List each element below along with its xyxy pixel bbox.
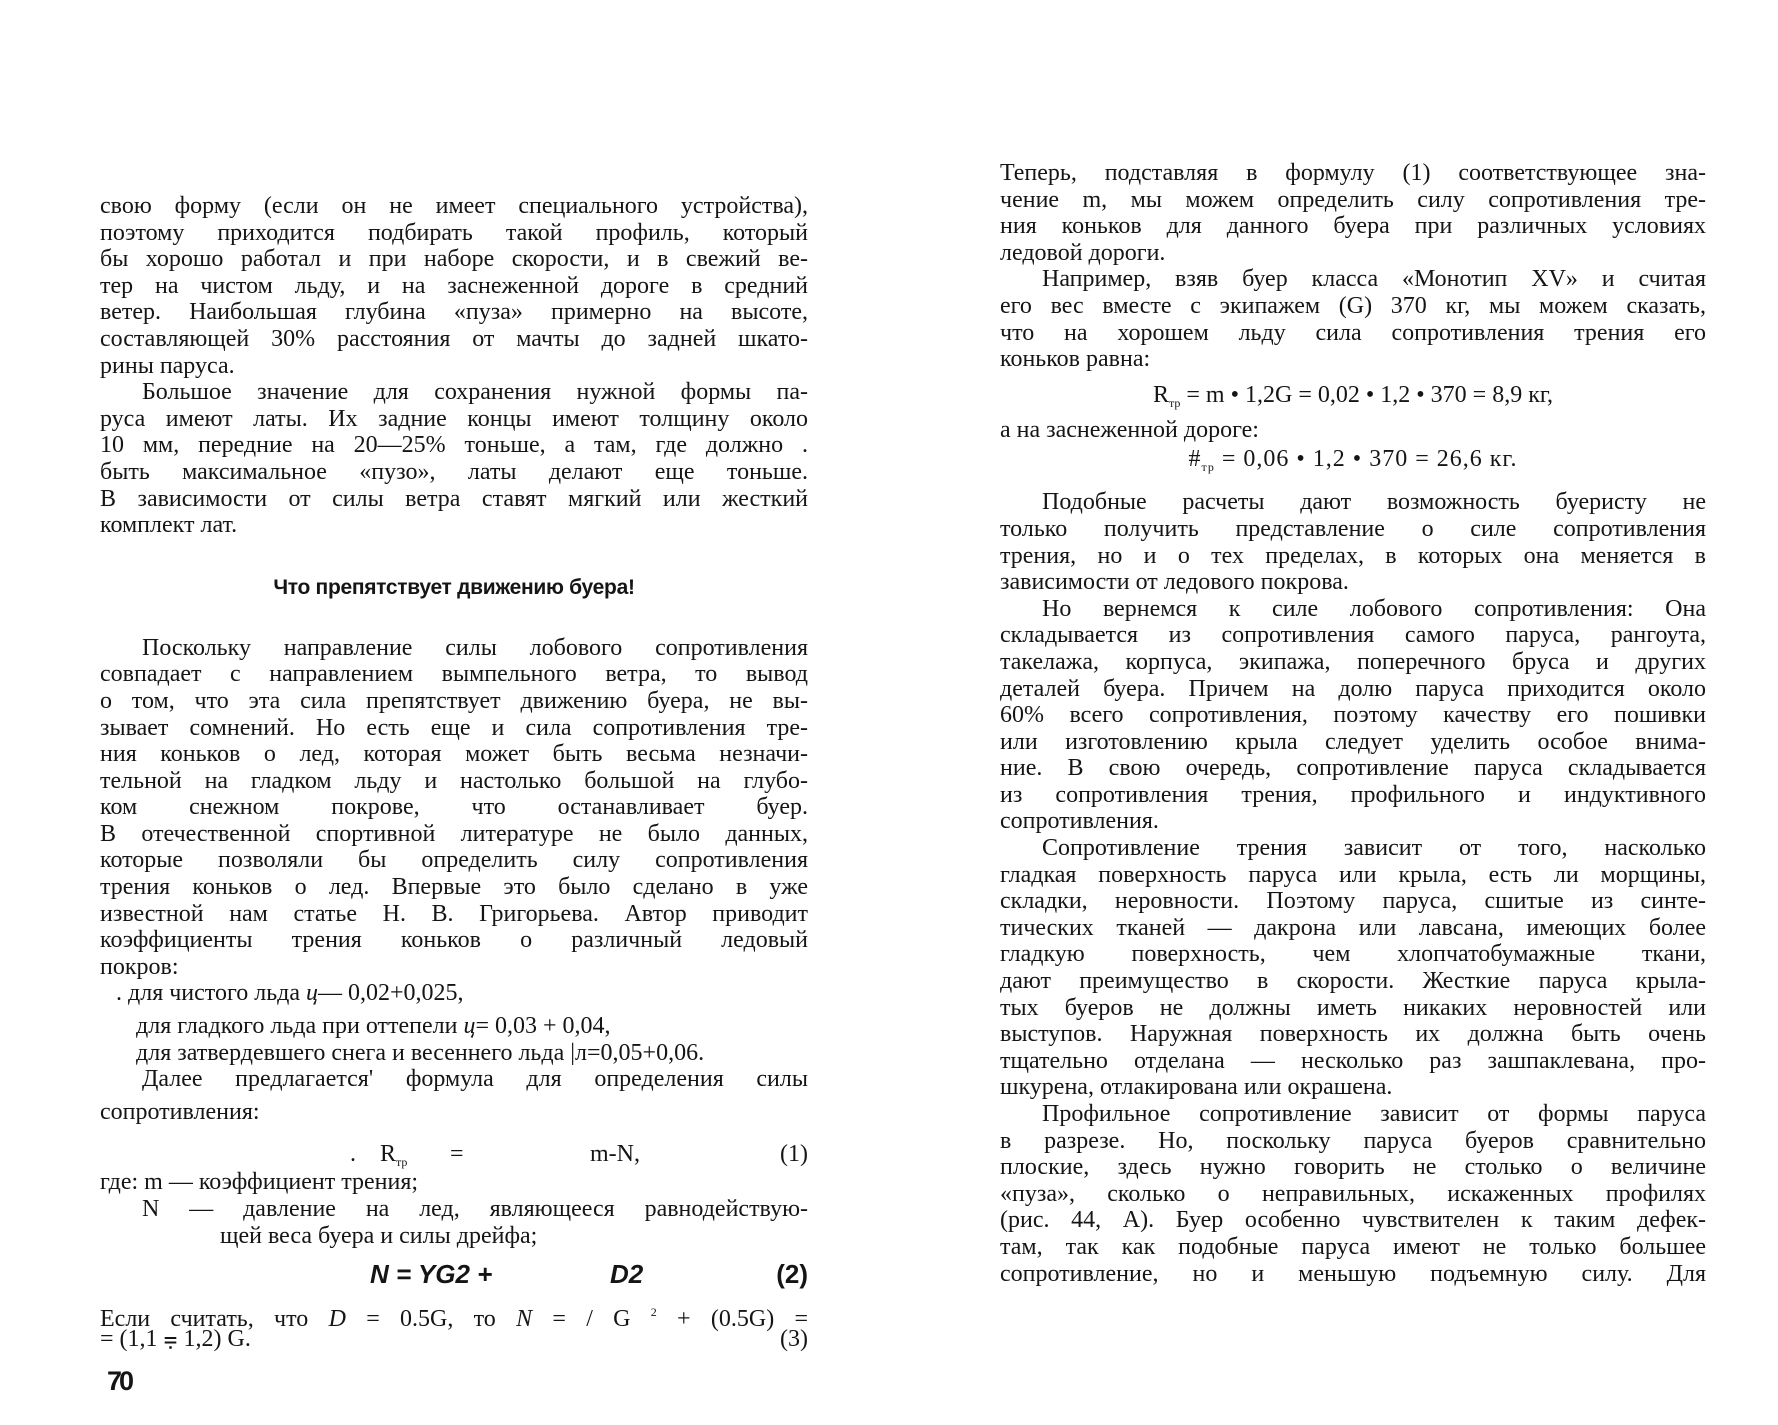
formula-part: D2 (610, 1259, 644, 1290)
text-line: зывает сомнений. Но есть еще и сила сопротивления тре- (100, 714, 808, 741)
text-line: быть максимальное «пузо», латы делают еще тоньше. (100, 458, 808, 485)
text-line: Далее предлагается' формула для определения силы (142, 1066, 808, 1093)
text-line: складки, неровности. Поэтому паруса, сшитые из синте- (1000, 888, 1706, 915)
paragraph-calculations (1000, 489, 1706, 595)
formula-number: (2) (776, 1259, 808, 1290)
formula-part: N = YG2 + (370, 1259, 493, 1290)
coefficient-symbol: ц (306, 980, 318, 1007)
paragraph-example (1000, 266, 1706, 372)
text-line: Поскольку направление силы лобового сопротивления (142, 634, 808, 661)
coefficient-value: — 0,02+0,025, (318, 980, 464, 1007)
text-fragment: = 0.5G, то (345, 1306, 517, 1333)
formula-number: (3) (780, 1325, 808, 1352)
text-line: деталей буера. Причем на долю паруса приходится около (1000, 675, 1706, 702)
text-line: гладкую поверхность, чем хлопчатобумажные ткани, (1000, 941, 1706, 968)
coefficient-value: =0,05+0,06. (587, 1039, 705, 1066)
right-page-column (1000, 160, 1706, 1287)
text-line: совпадает с направлением вымпельного ветра, то вывод (100, 661, 808, 688)
paragraph-friction (100, 635, 808, 981)
coefficient-list (100, 980, 808, 1066)
formula-rhs: = (1,1 ⩦ 1,2) G. (100, 1325, 251, 1352)
text-line: шкурена, отлакирована или окрашена. (1000, 1074, 1393, 1101)
paragraph-friction-drag (1000, 835, 1706, 1101)
text-line: 60% всего сопротивления, поэтому качеству его пошивки (1000, 702, 1706, 729)
formula-superscript: 2 (650, 1305, 657, 1320)
coefficient-label: для гладкого льда при оттепели (136, 1013, 464, 1040)
text-line: трения, но и о тех пределах, в которых она меняется в (1000, 542, 1706, 569)
text-line: из сопротивления трения, профильного и индуктивного (1000, 781, 1706, 808)
formula-2 (100, 1255, 808, 1293)
text-line: Но вернемся к силе лобового сопротивления: Она (1042, 595, 1706, 622)
formula-number: (1) (780, 1141, 808, 1168)
text-line: «пуза», сколько о неправильных, искаженных профилях (1000, 1180, 1706, 1207)
text-line: покров: (100, 953, 179, 980)
left-page-column (100, 193, 808, 1352)
text-line: в разрезе. Но, поскольку паруса буеров сравнительно (1000, 1127, 1706, 1154)
text-line: которые позволяли бы определить силу сопротивления (100, 847, 808, 874)
formula-symbol: N (516, 1306, 533, 1333)
coefficient-label: для затвердевшего снега и весеннего льда (136, 1039, 571, 1066)
coefficient-item (100, 1040, 808, 1067)
text-line: В отечественной спортивной литературе не было данных, (100, 820, 808, 847)
coefficient-item (100, 1013, 808, 1040)
text-line: чение m, мы можем определить силу сопротивления тре- (1000, 186, 1706, 213)
text-line: В зависимости от силы ветра ставят мягкий или жесткий (100, 485, 808, 512)
text-line (100, 1299, 808, 1333)
text-fragment: + (0.5G) = (656, 1306, 808, 1333)
formula-legend (100, 1169, 808, 1249)
text-line: тых буеров не должны иметь никаких неровностей или (1000, 994, 1706, 1021)
formula-subscript: тр (1169, 395, 1181, 410)
text-line: 10 мм, передние на 20—25% тоньше, а там, где должно . (100, 432, 808, 459)
text-line: Большое значение для сохранения нужной формы па- (142, 379, 808, 406)
formula-rhs: m-N, (590, 1141, 640, 1168)
formula-symbol: R (1152, 381, 1169, 408)
formula-1 (100, 1139, 808, 1169)
paragraph-formula-intro (100, 1066, 808, 1125)
text-line: зависимости от ледового покрова. (1000, 569, 1349, 596)
text-line: складывается из сопротивления самого паруса, рангоута, (1000, 622, 1706, 649)
coefficient-symbol: |л (570, 1039, 588, 1066)
text-line: щей веса буера и силы дрейфа; (220, 1222, 538, 1249)
text-line: тер на чистом льду, и на заснеженной дороге в средний (100, 272, 808, 299)
text-line: сопротивление, но и меньшую подъемную силу. Для (1000, 1260, 1706, 1287)
formula-subscript: тр (1201, 460, 1215, 475)
paragraph-battens (100, 379, 808, 539)
paragraph-substitution (1000, 160, 1706, 266)
text-line: сопротивления: (100, 1098, 260, 1125)
text-line: свою форму (если он не имеет специального устройства), (100, 193, 808, 219)
text-line: поэтому приходится подбирать такой профиль, который (100, 219, 808, 246)
text-line: дают преимущество в скорости. Жесткие паруса крыла- (1000, 968, 1706, 995)
section-heading: Что препятствует движению буера! (273, 575, 635, 599)
formula-dot: . (350, 1141, 356, 1168)
formula-symbol: R (380, 1141, 397, 1168)
formula-symbol: # (1188, 446, 1202, 473)
text-line: о том, что эта сила препятствует движению буера, не вы- (100, 687, 808, 714)
text-line: Подобные расчеты дают возможность буеристу не (1042, 489, 1706, 516)
text-line: Теперь, подставляя в формулу (1) соответствующее зна- (1000, 160, 1706, 186)
text-line: рины паруса. (100, 352, 235, 379)
text-line: где: m — коэффициент трения; (100, 1169, 419, 1196)
text-line: бы хорошо работал и при наборе скорости, и в свежий ве- (100, 246, 808, 273)
text-line: или изготовлению крыла следует уделить особое внима- (1000, 728, 1706, 755)
text-line: ком снежном покрове, что останавливает буер. (100, 794, 808, 821)
text-line: только получить представление о силе сопротивления (1000, 515, 1706, 542)
formula-rhs: = m • 1,2G = 0,02 • 1,2 • 370 = 8,9 кг, (1180, 381, 1553, 408)
formula-subscript: тр (396, 1155, 408, 1170)
text-line: ния коньков о лед, которая может быть весьма незначи- (100, 741, 808, 768)
coefficient-symbol: ц (463, 1013, 476, 1040)
text-fragment: = / G (532, 1306, 651, 1333)
text-line: а на заснеженной дороге: (1000, 416, 1259, 443)
text-line: сопротивления. (1000, 808, 1159, 835)
text-line: такелажа, корпуса, экипажа, поперечного бруса и других (1000, 648, 1706, 675)
text-line: Профильное сопротивление зависит от формы паруса (1042, 1101, 1706, 1127)
text-line: N — давление на лед, являющееся равнодействую- (142, 1196, 808, 1222)
text-line: (рис. 44, А). Буер особенно чувствителен к таким дефек- (1000, 1207, 1706, 1234)
text-line: плоские, здесь нужно говорить не столько о величине (1000, 1154, 1706, 1181)
text-line: составляющей 30% расстояния от мачты до задней шкато- (100, 325, 808, 352)
text-line: его вес вместе с экипажем (G) 370 кг, мы можем сказать, (1000, 292, 1706, 319)
text-fragment: Если считать, что (100, 1306, 329, 1333)
paragraph-profile-drag (1000, 1101, 1706, 1287)
coefficient-item (100, 980, 808, 1007)
text-line: ледовой дороги. (1000, 239, 1166, 266)
text-line: трения коньков о лед. Впервые это было сделано в уже (100, 874, 808, 901)
formula-equals: = (450, 1141, 464, 1168)
text-line: что на хорошем льду сила сопротивления трения его (1000, 319, 1706, 346)
text-line: коэффициенты трения коньков о различный ледовый (100, 927, 808, 954)
formula-3 (100, 1299, 808, 1352)
calculation-good-ice (1000, 379, 1706, 411)
text-line: ветер. Наибольшая глубина «пуза» примерно на высоте, (100, 299, 808, 326)
coefficient-label: . для чистого льда (116, 980, 306, 1007)
text-line: комплект лат. (100, 512, 238, 539)
coefficient-value: = 0,03 + 0,04, (475, 1013, 611, 1040)
text-line: известной нам статье Н. В. Григорьева. Автор приводит (100, 900, 808, 927)
formula-rhs: = 0,06 • 1,2 • 370 = 26,6 кг. (1214, 446, 1518, 473)
text-line: руса имеют латы. Их задние концы имеют толщину около (100, 405, 808, 432)
text-line: тщательно отделана — несколько раз зашпаклевана, про- (1000, 1047, 1706, 1074)
formula-symbol: D (328, 1306, 346, 1333)
text-line: там, так как подобные паруса имеют не только большее (1000, 1233, 1706, 1260)
text-line: тических тканей — дакрона или лавсана, имеющих более (1000, 914, 1706, 941)
formula-3-line-2 (100, 1326, 808, 1352)
page-number: 70 (107, 1366, 132, 1396)
text-line: выступов. Наружная поверхность их должна быть очень (1000, 1021, 1706, 1048)
text-line: ние. В свою очередь, сопротивление паруса складывается (1000, 755, 1706, 782)
text-line: тельной на гладком льду и настолько большой на глубо- (100, 767, 808, 794)
text-line: Например, взяв буер класса «Монотип XV» и считая (1042, 266, 1706, 293)
text-line: ния коньков для данного буера при различных условиях (1000, 213, 1706, 240)
text-line: гладкая поверхность паруса или крыла, есть ли морщины, (1000, 861, 1706, 888)
text-line: коньков равна: (1000, 346, 1151, 373)
calculation-snowy-road (1000, 443, 1706, 475)
text-line: Сопротивление трения зависит от того, насколько (1042, 835, 1706, 862)
paragraph-drag-components (1000, 596, 1706, 835)
paragraph-sail-shape (100, 193, 808, 379)
